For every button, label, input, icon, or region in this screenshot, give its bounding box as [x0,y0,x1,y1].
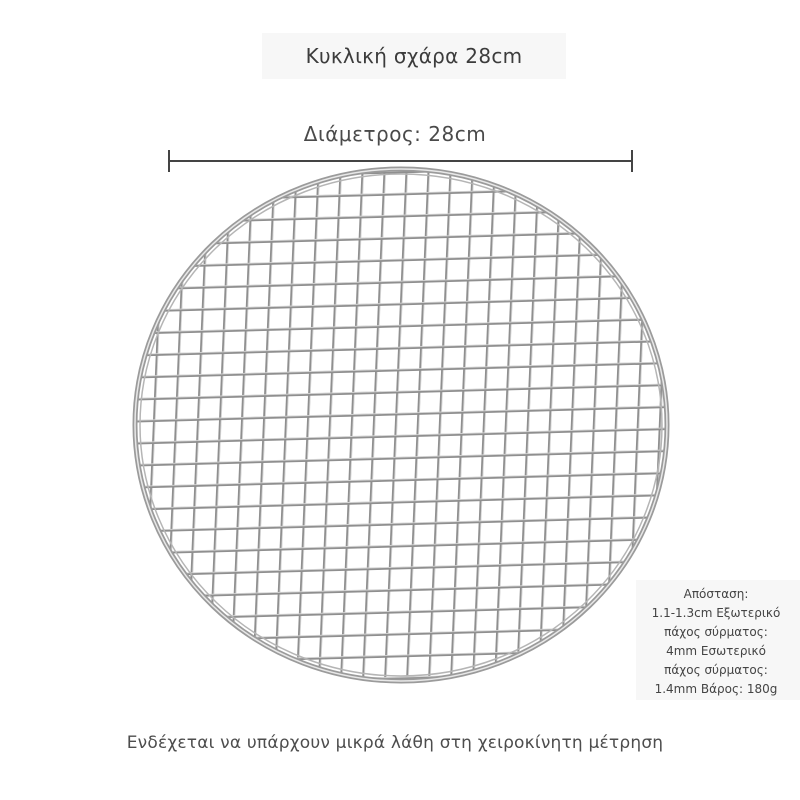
spec-text [636,585,796,699]
mesh-wire-vertical-highlight [429,140,453,710]
mesh-wire-vertical [274,140,298,710]
mesh-wire-vertical-highlight [385,140,409,710]
product-title: Κυκλική σχάρα 28cm [305,44,523,68]
mesh-wire-vertical-highlight [583,140,607,710]
mesh-wire-vertical-highlight [473,140,497,710]
mesh-wire-vertical [494,140,518,710]
mesh-wire-horizontal [110,648,700,664]
mesh-wire-vertical [472,140,496,710]
mesh-wire-horizontal-highlight [110,361,700,377]
mesh-wire-vertical [208,140,232,710]
mesh-wire-horizontal-highlight [110,317,700,333]
mesh-wire-vertical [252,140,276,710]
mesh-wire-horizontal-highlight [110,141,700,157]
mesh-wire-vertical [516,140,540,710]
mesh-wire-horizontal-highlight [110,471,700,487]
mesh-wire-vertical-highlight [605,140,629,710]
mesh-wire-vertical-highlight [209,140,233,710]
mesh-wire-horizontal-highlight [110,625,700,641]
mesh-wire-horizontal-highlight [110,691,700,707]
mesh-wire-horizontal-highlight [110,647,700,663]
mesh-wire-vertical [340,140,364,710]
mesh-wire-vertical-highlight [495,140,519,710]
mesh-wire-vertical-highlight [451,140,475,710]
spec-line-2: 1.1-1.3cm Εξωτερικό [651,606,781,620]
spec-line-6: 1.4mm Βάρος: 180g [654,682,778,696]
diameter-label: Διάμετρος: 28cm [303,122,487,146]
mesh-wire-vertical [362,140,386,710]
wire-mesh [98,140,717,710]
mesh-wire-vertical [406,140,430,710]
spec-line-3: πάχος σύρματος: [664,625,768,639]
mesh-wire-vertical-highlight [253,140,277,710]
mesh-wire-vertical [384,140,408,710]
mesh-wire-vertical-highlight [275,140,299,710]
mesh-wire-vertical-highlight [165,140,189,710]
mesh-wire-vertical-highlight [319,140,343,710]
mesh-wire-horizontal [110,164,700,180]
mesh-wire-horizontal [110,626,700,642]
mesh-wire-horizontal-highlight [110,295,700,311]
spec-line-1: Απόσταση: [683,587,749,601]
mesh-wire-vertical [450,140,474,710]
spec-line-4: 4mm Εσωτερικό [666,644,766,658]
inner-rim [140,174,662,676]
mesh-wire-horizontal-highlight [110,449,700,465]
mesh-wire-vertical [318,140,342,710]
mesh-wire-vertical-highlight [143,140,167,710]
mesh-wire-vertical-highlight [297,140,321,710]
mesh-wire-vertical-highlight [407,140,431,710]
mesh-wire-vertical-highlight [517,140,541,710]
mesh-wire-vertical-highlight [341,140,365,710]
mesh-wire-vertical [142,140,166,710]
mesh-wire-horizontal [110,692,700,708]
mesh-wire-vertical [186,140,210,710]
mesh-wire-vertical [604,140,628,710]
mesh-wire-vertical [296,140,320,710]
spec-line-5: πάχος σύρματος: [664,663,768,677]
mesh-wire-horizontal [110,604,700,620]
mesh-wire-vertical [582,140,606,710]
mesh-wire-horizontal [110,296,700,312]
mesh-wire-vertical-highlight [187,140,211,710]
mesh-wire-horizontal-highlight [110,603,700,619]
mesh-wire-vertical [428,140,452,710]
mesh-wire-horizontal-highlight [110,339,700,355]
mesh-wire-vertical [164,140,188,710]
mesh-wire-horizontal [110,362,700,378]
mesh-wire-horizontal [110,670,700,686]
mesh-wire-vertical [560,140,584,710]
mesh-wire-vertical [98,140,122,710]
mesh-wire-horizontal [110,142,700,158]
mesh-wire-horizontal [110,450,700,466]
mesh-wire-vertical-highlight [99,140,123,710]
mesh-wire-horizontal [110,318,700,334]
measurement-disclaimer: Ενδέχεται να υπάρχουν μικρά λάθη στη χειροκίνητη μέτρηση [126,733,664,753]
mesh-wire-horizontal [110,472,700,488]
mesh-wire-horizontal [110,340,700,356]
mesh-wire-vertical-highlight [363,140,387,710]
